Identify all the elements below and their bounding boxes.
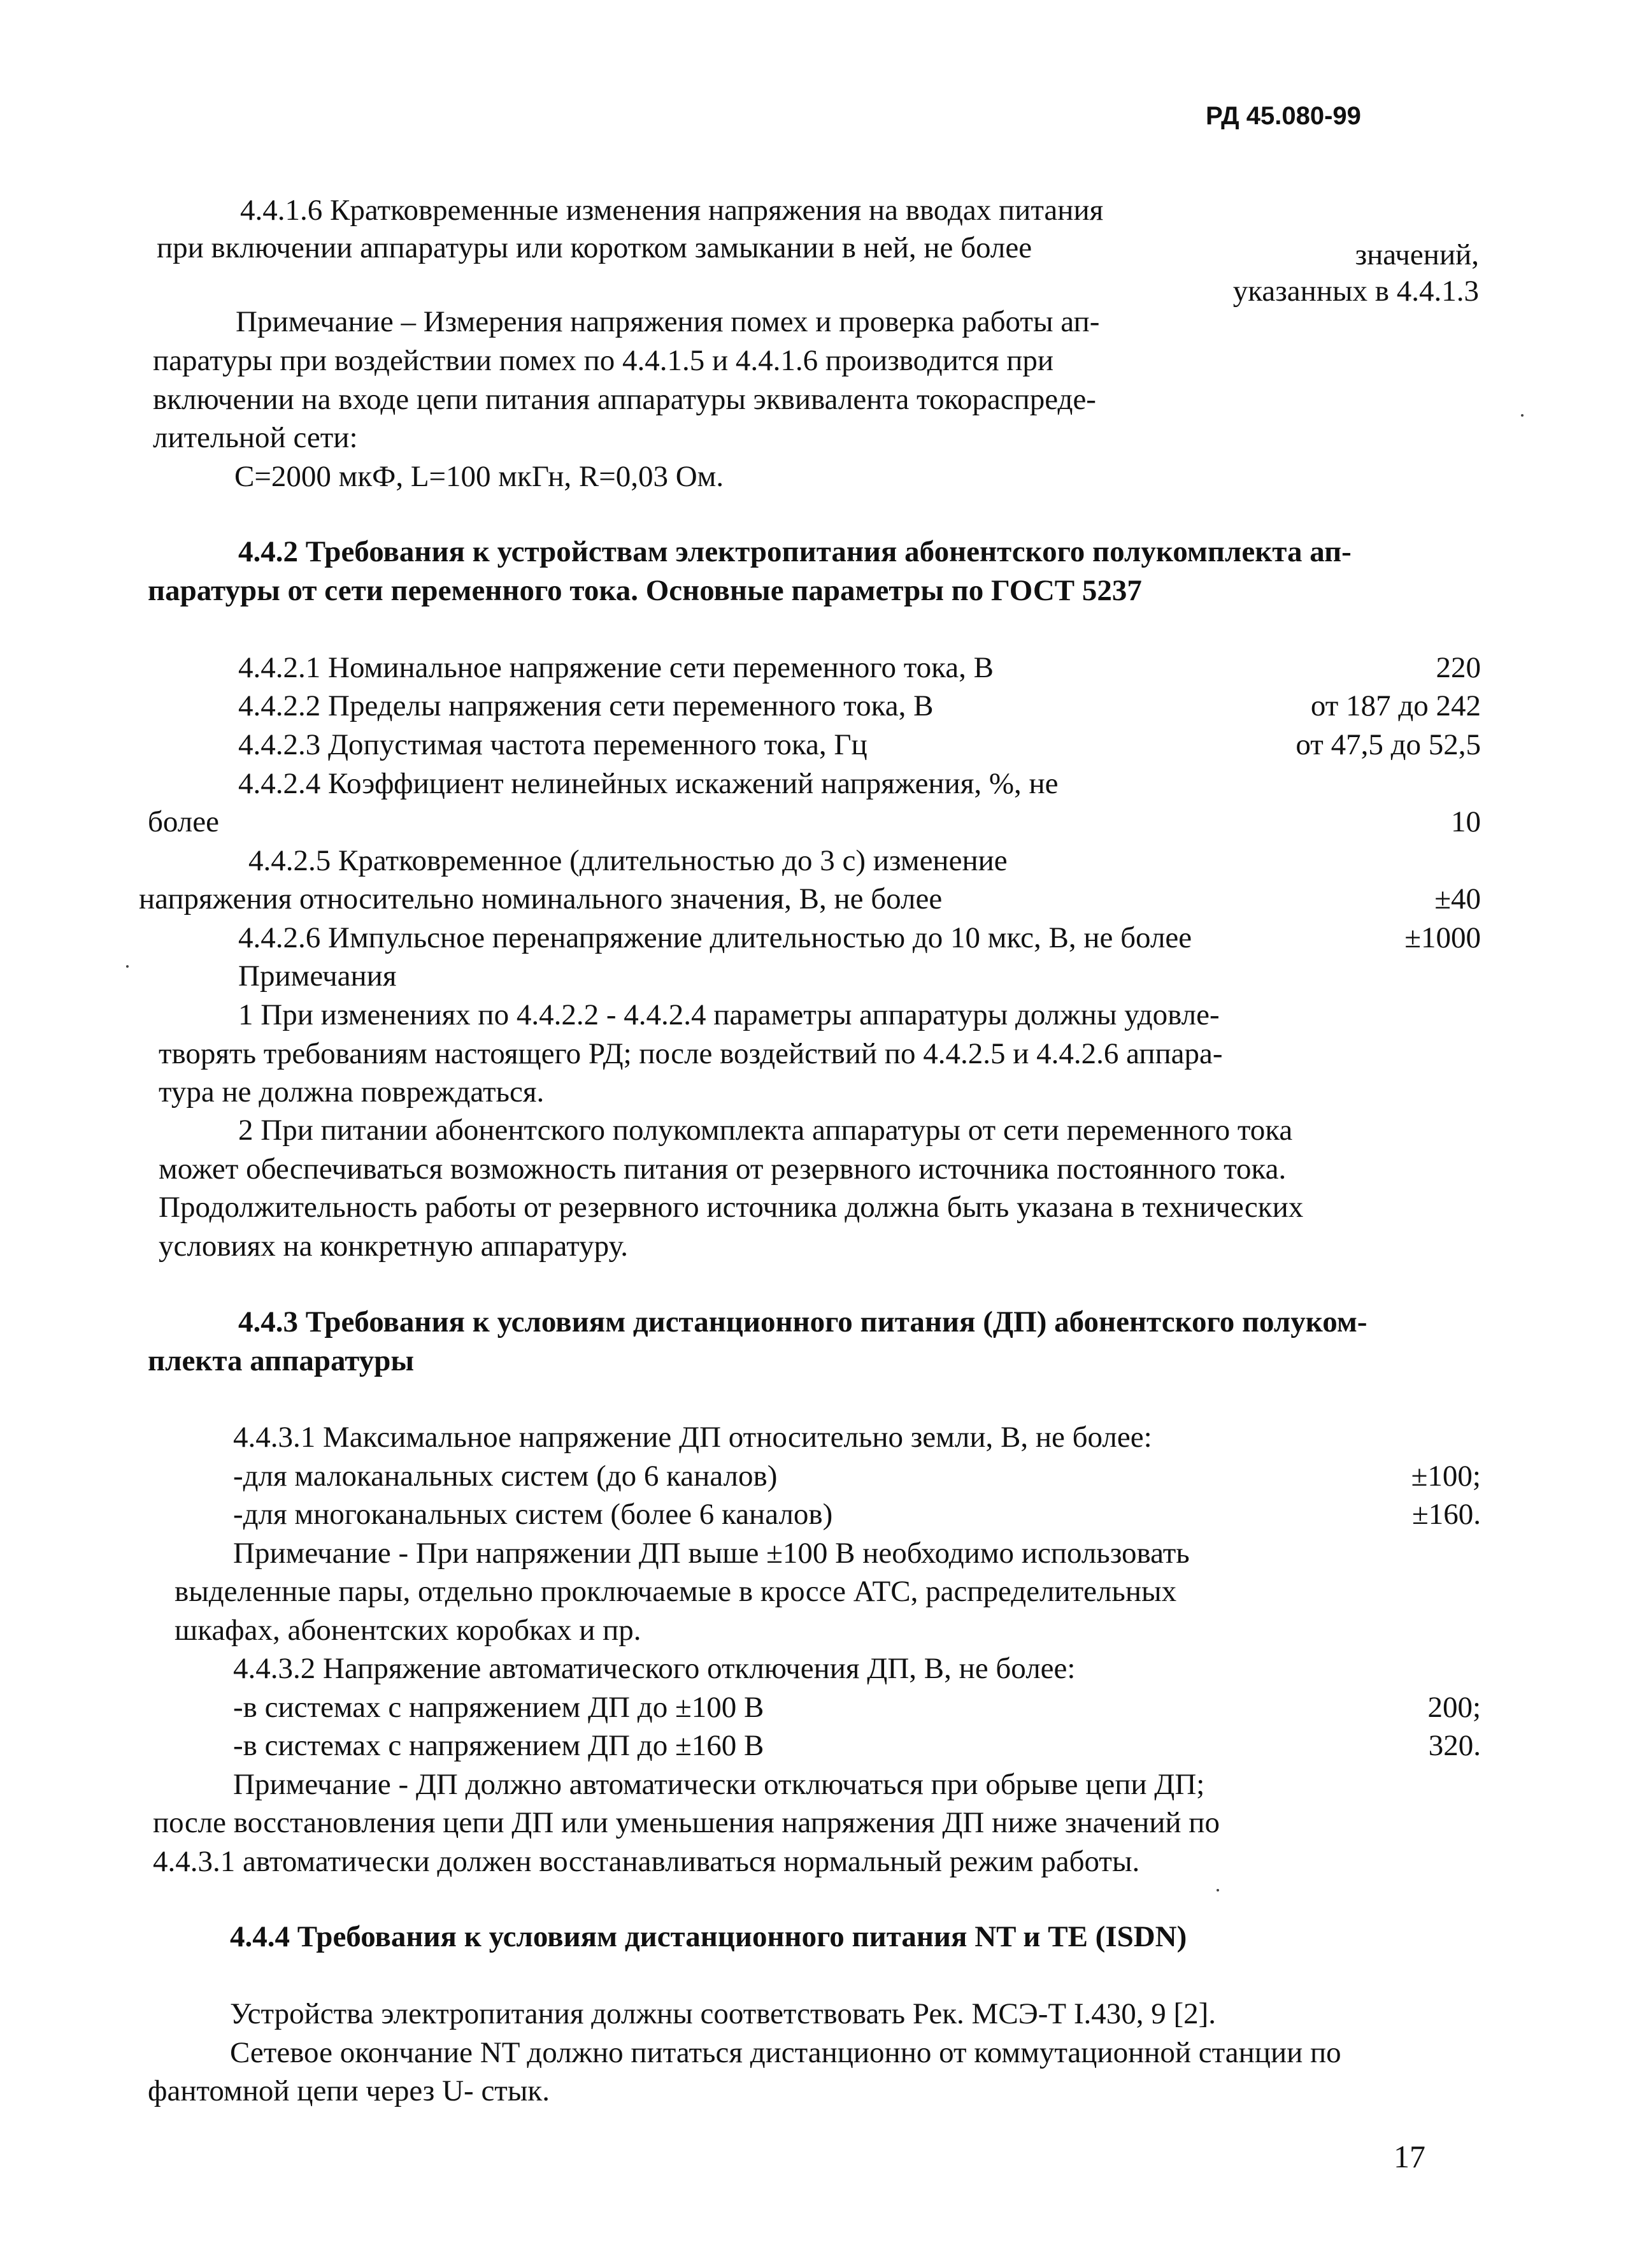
section-444-para1: Устройства электропитания должны соответствовать Рек. МСЭ-Т I.430, 9 [2]. xyxy=(230,1997,1217,2030)
clause-4416-value-line1: значений, xyxy=(1355,238,1479,271)
param-4431-multi-channel-value: ±160. xyxy=(1411,1498,1481,1531)
param-4432-100v-value: 200; xyxy=(1427,1691,1481,1724)
scan-speck xyxy=(1521,414,1524,417)
param-4431-label: 4.4.3.1 Максимальное напряжение ДП относительно земли, В, не более: xyxy=(233,1421,1152,1454)
param-4432-100v-label: -в системах с напряжением ДП до ±100 В xyxy=(233,1691,764,1724)
notes-442-item2-line1: 2 При питании абонентского полукомплекта аппаратуры от сети переменного тока xyxy=(238,1114,1293,1147)
note-441-formula: С=2000 мкФ, L=100 мкГн, R=0,03 Ом. xyxy=(234,460,724,493)
notes-442-item1-line2: творять требованиям настоящего РД; после воздействий по 4.4.2.5 и 4.4.2.6 аппара- xyxy=(159,1037,1223,1070)
note-4432-line1: Примечание - ДП должно автоматически отключаться при обрыве цепи ДП; xyxy=(233,1768,1205,1801)
document-code: РД 45.080-99 xyxy=(1206,102,1361,130)
clause-4416-line1: 4.4.1.6 Кратковременные изменения напряжения на вводах питания xyxy=(240,194,1104,227)
section-443-heading-line1: 4.4.3 Требования к условиям дистанционного питания (ДП) абонентского полуком- xyxy=(238,1305,1367,1339)
param-4424-value: 10 xyxy=(1451,805,1481,838)
notes-442-title: Примечания xyxy=(238,959,397,993)
section-444-para2-line1: Сетевое окончание NT должно питаться дистанционно от коммутационной станции по xyxy=(230,2036,1341,2069)
scan-speck xyxy=(1217,1889,1219,1891)
scan-speck xyxy=(126,965,129,968)
param-4426-label: 4.4.2.6 Импульсное перенапряжение длительностью до 10 мкс, В, не более xyxy=(238,921,1192,954)
notes-442-item2-line3: Продолжительность работы от резервного источника должна быть указана в технических xyxy=(159,1191,1304,1224)
note-4431-line2: выделенные пары, отдельно проключаемые в кроссе АТС, распределительных xyxy=(175,1575,1177,1608)
note-4431-line3: шкафах, абонентских коробках и пр. xyxy=(175,1614,641,1647)
note-441-line4: лительной сети: xyxy=(153,421,358,454)
section-442-heading-line1: 4.4.2 Требования к устройствам электропитания абонентского полукомплекта ап- xyxy=(238,535,1352,568)
param-4431-multi-channel-label: -для многоканальных систем (более 6 каналов) xyxy=(233,1498,833,1531)
section-442-heading-line2: паратуры от сети переменного тока. Основные параметры по ГОСТ 5237 xyxy=(148,574,1142,607)
param-4424-label-line1: 4.4.2.4 Коэффициент нелинейных искажений напряжения, %, не xyxy=(238,767,1059,800)
note-441-line3: включении на входе цепи питания аппаратуры эквивалента токораспреде- xyxy=(153,383,1096,416)
param-4422-label: 4.4.2.2 Пределы напряжения сети переменного тока, В xyxy=(238,689,934,722)
note-4431-line1: Примечание - При напряжении ДП выше ±100 В необходимо использовать xyxy=(233,1537,1190,1570)
section-444-heading: 4.4.4 Требования к условиям дистанционного питания NT и TE (ISDN) xyxy=(230,1920,1187,1953)
param-4425-label-line1: 4.4.2.5 Кратковременное (длительностью до 3 с) изменение xyxy=(248,844,1008,877)
param-4425-value: ±40 xyxy=(1434,882,1481,915)
notes-442-item1-line1: 1 При изменениях по 4.4.2.2 - 4.4.2.4 параметры аппаратуры должны удовле- xyxy=(238,998,1220,1031)
note-441-line1: Примечание – Измерения напряжения помех и проверка работы ап- xyxy=(236,305,1100,338)
param-4425-label-line2: напряжения относительно номинального значения, В, не более xyxy=(139,882,943,915)
param-4422-value: от 187 до 242 xyxy=(1310,689,1481,722)
note-4432-line3: 4.4.3.1 автоматически должен восстанавливаться нормальный режим работы. xyxy=(153,1845,1140,1878)
param-4432-160v-label: -в системах с напряжением ДП до ±160 В xyxy=(233,1729,764,1762)
param-4426-value: ±1000 xyxy=(1404,921,1481,954)
param-4421-value: 220 xyxy=(1436,651,1481,684)
notes-442-item2-line4: условиях на конкретную аппаратуру. xyxy=(159,1230,629,1263)
param-4421-label: 4.4.2.1 Номинальное напряжение сети переменного тока, В xyxy=(238,651,994,684)
param-4432-160v-value: 320. xyxy=(1428,1729,1481,1762)
param-4432-label: 4.4.3.2 Напряжение автоматического отключения ДП, В, не более: xyxy=(233,1652,1076,1685)
note-4432-line2: после восстановления цепи ДП или уменьшения напряжения ДП ниже значений по xyxy=(153,1806,1220,1839)
clause-4416-value-line2: указанных в 4.4.1.3 xyxy=(1232,275,1479,308)
param-4423-value: от 47,5 до 52,5 xyxy=(1296,728,1481,761)
param-4431-low-channel-label: -для малоканальных систем (до 6 каналов) xyxy=(233,1460,778,1493)
param-4431-low-channel-value: ±100; xyxy=(1411,1460,1481,1493)
clause-4416-line2: при включении аппаратуры или коротком замыкании в ней, не более xyxy=(157,231,1032,264)
param-4423-label: 4.4.2.3 Допустимая частота переменного тока, Гц xyxy=(238,728,867,761)
section-443-heading-line2: плекта аппаратуры xyxy=(148,1344,415,1377)
note-441-line2: паратуры при воздействии помех по 4.4.1.5 и 4.4.1.6 производится при xyxy=(153,344,1054,377)
notes-442-item2-line2: может обеспечиваться возможность питания от резервного источника постоянного тока. xyxy=(159,1152,1287,1186)
notes-442-item1-line3: тура не должна повреждаться. xyxy=(159,1075,545,1109)
section-444-para2-line2: фантомной цепи через U- стык. xyxy=(148,2074,550,2107)
page-number: 17 xyxy=(1394,2139,1425,2174)
param-4424-label-line2: более xyxy=(148,805,219,838)
